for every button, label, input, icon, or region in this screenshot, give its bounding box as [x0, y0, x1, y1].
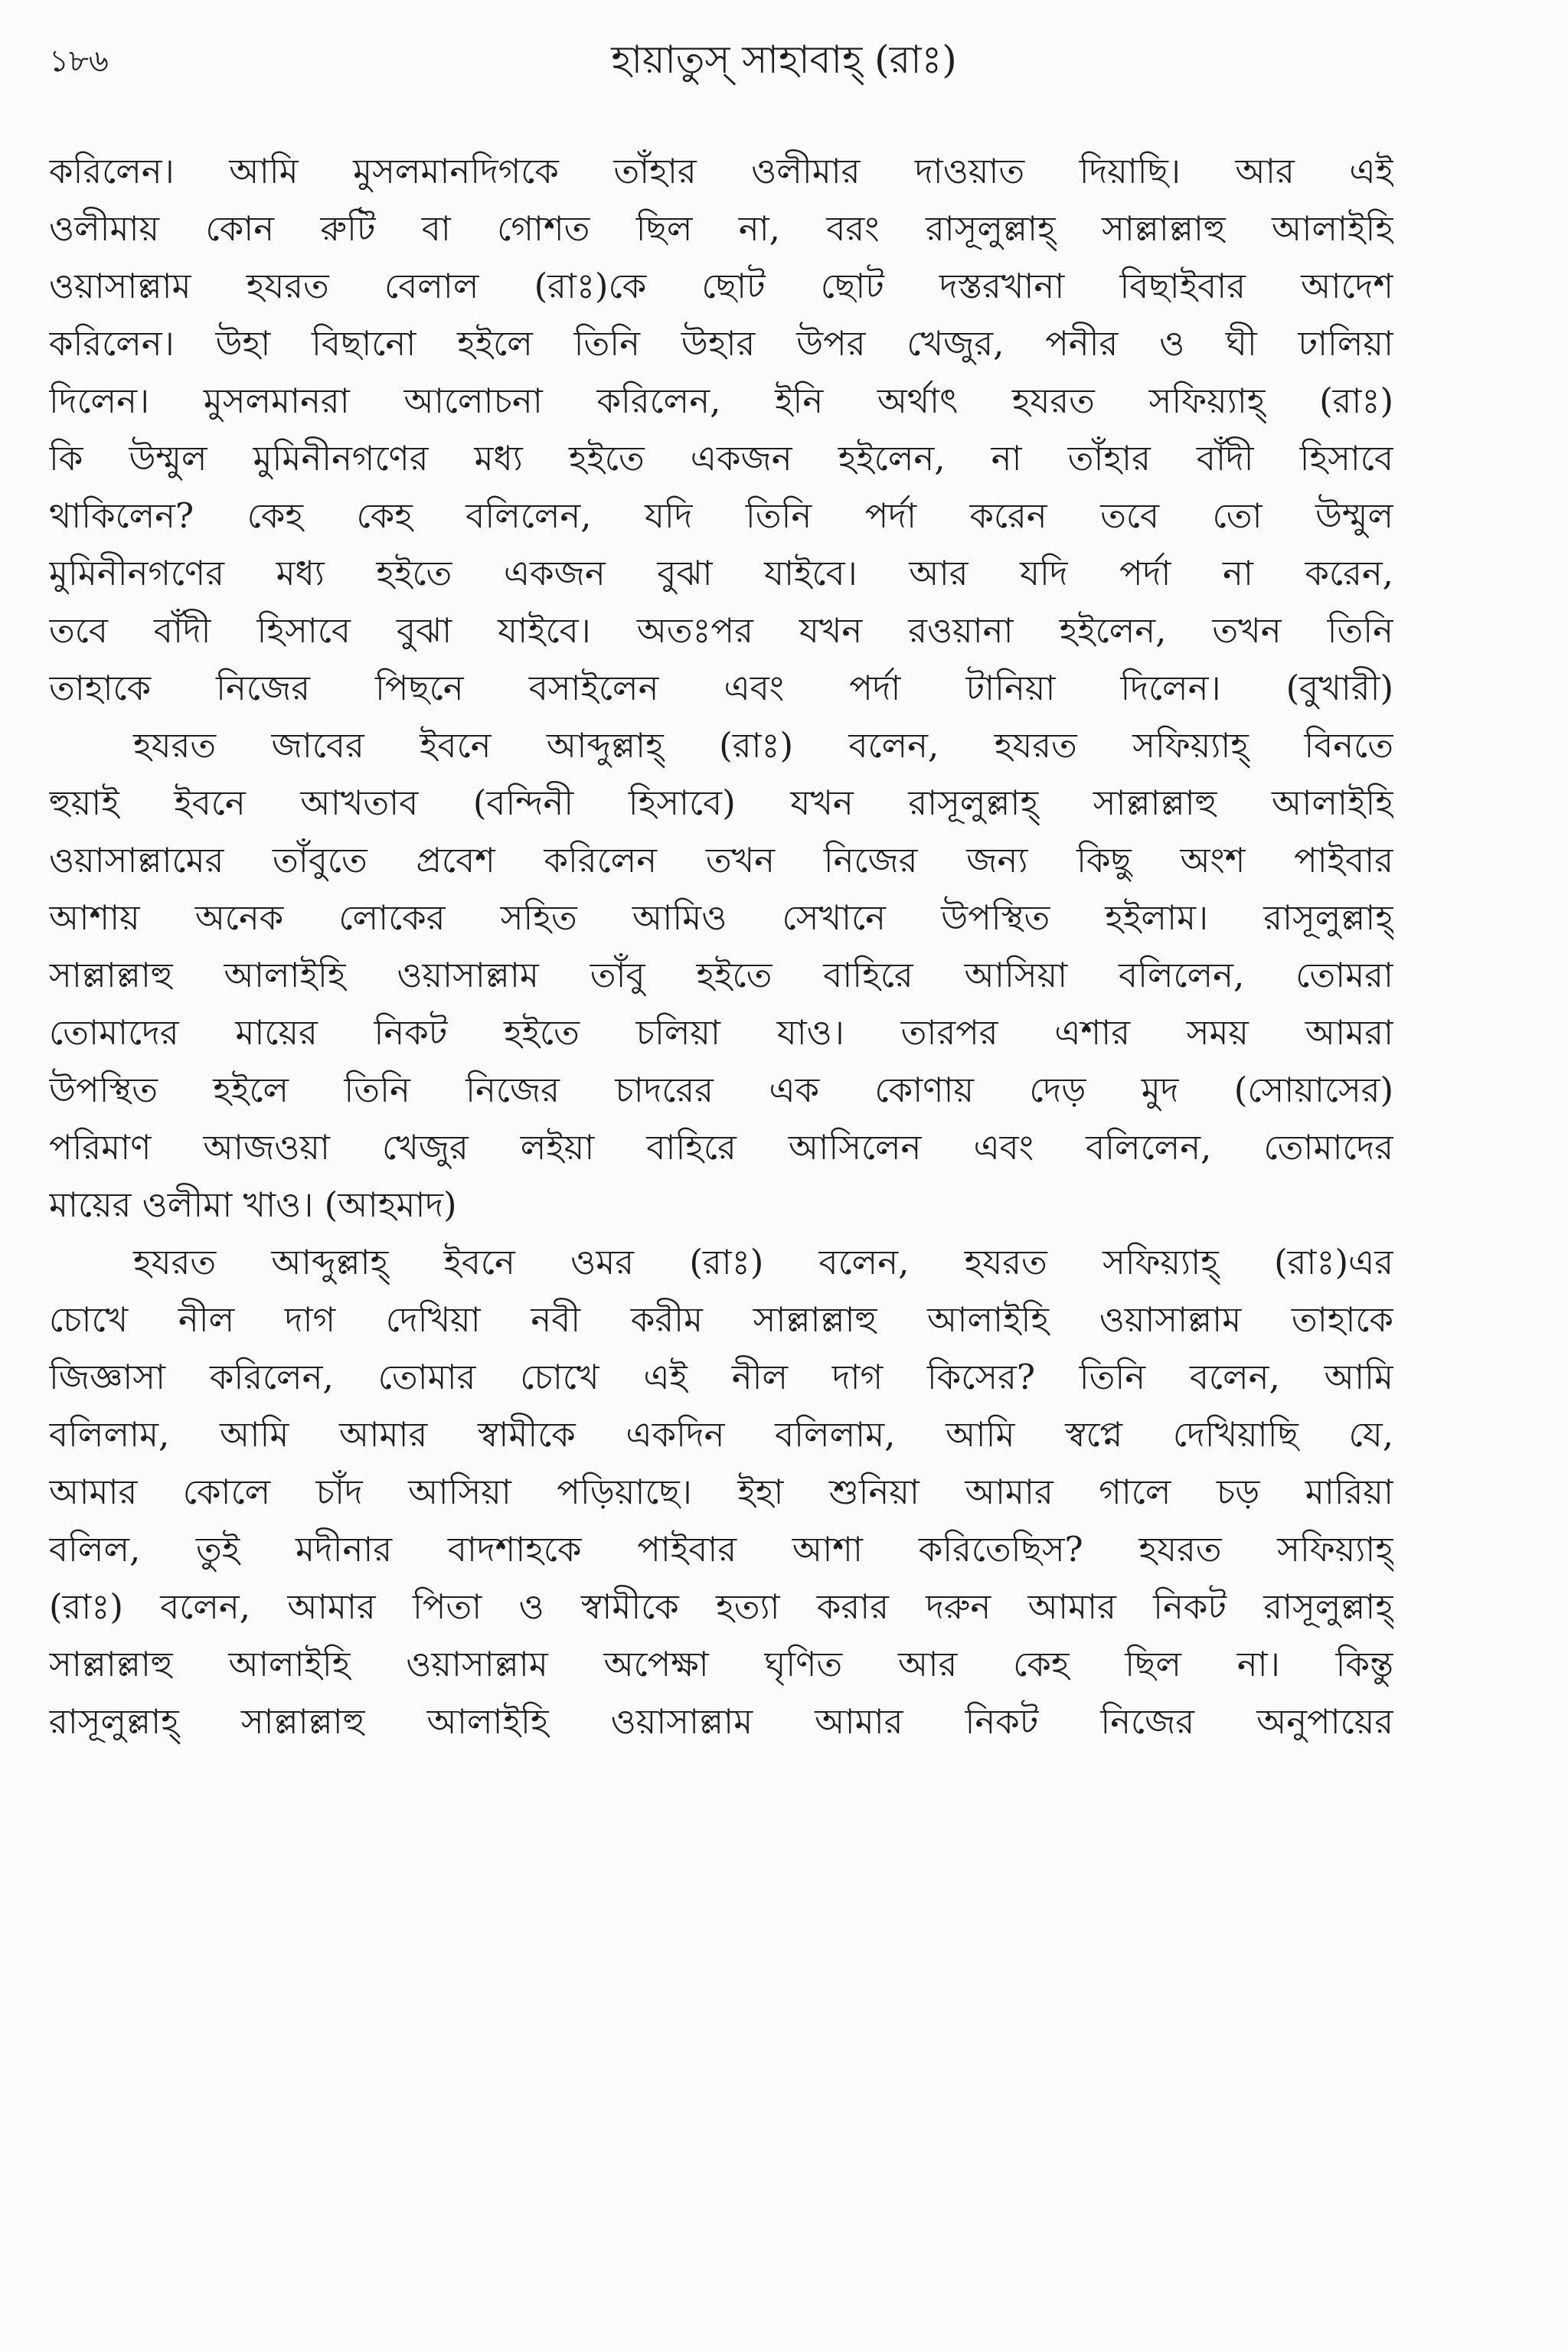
- text-line: রাসূলুল্লাহ্ সাল্লাল্লাহু আলাইহি ওয়াসাল্লাম আমার নিকট নিজের অনুপায়ের: [49, 1701, 1393, 1742]
- text-line: সাল্লাল্লাহু আলাইহি ওয়াসাল্লাম তাঁবু হইতে বাহিরে আসিয়া বলিলেন, তোমরা: [49, 955, 1393, 995]
- text-line: পরিমাণ আজওয়া খেজুর লইয়া বাহিরে আসিলেন এবং বলিলেন, তোমাদের: [49, 1127, 1393, 1168]
- text-line: হযরত জাবের ইবনে আব্দুল্লাহ্ (রাঃ) বলেন, হযরত সফিয়্যাহ্ বিনতে: [133, 725, 1393, 766]
- text-line: করিলেন। আমি মুসলমানদিগকে তাঁহার ওলীমার দাওয়াত দিয়াছি। আর এই: [49, 151, 1393, 191]
- text-line: আশায় অনেক লোকের সহিত আমিও সেখানে উপস্থিত হইলাম। রাসূলুল্লাহ্: [49, 897, 1393, 938]
- text-line: তাহাকে নিজের পিছনে বসাইলেন এবং পর্দা টানিয়া দিলেন। (বুখারী): [49, 668, 1393, 708]
- text-line: করিলেন। উহা বিছানো হইলে তিনি উহার উপর খেজুর, পনীর ও ঘী ঢালিয়া: [49, 323, 1393, 364]
- text-line: বলিলাম, আমি আমার স্বামীকে একদিন বলিলাম, আমি স্বপ্নে দেখিয়াছি যে,: [49, 1414, 1393, 1455]
- text-line: উপস্থিত হইলে তিনি নিজের চাদরের এক কোণায় দেড় মুদ (সোয়াসের): [49, 1070, 1393, 1110]
- text-line: ওলীমায় কোন রুটি বা গোশত ছিল না, বরং রাসূলুল্লাহ্ সাল্লাল্লাহু আলাইহি: [49, 208, 1393, 249]
- text-line: মুমিনীনগণের মধ্য হইতে একজন বুঝা যাইবে। আর যদি পর্দা না করেন,: [49, 553, 1393, 593]
- body-text: [49, 142, 1393, 1750]
- text-line: আমার কোলে চাঁদ আসিয়া পড়িয়াছে। ইহা শুনিয়া আমার গালে চড় মারিয়া: [49, 1472, 1393, 1512]
- text-line: ওয়াসাল্লামের তাঁবুতে প্রবেশ করিলেন তখন নিজের জন্য কিছু অংশ পাইবার: [49, 840, 1393, 880]
- text-line: (রাঃ) বলেন, আমার পিতা ও স্বামীকে হত্যা করার দরুন আমার নিকট রাসূলুল্লাহ্: [49, 1586, 1393, 1627]
- text-line: কি উম্মুল মুমিনীনগণের মধ্য হইতে একজন হইলেন, না তাঁহার বাঁদী হিসাবে: [49, 438, 1393, 479]
- running-title: হায়াতুস্ সাহাবাহ্ (রাঃ): [611, 38, 957, 82]
- page-number: ১৮৬: [49, 44, 109, 79]
- text-line: বলিল, তুই মদীনার বাদশাহকে পাইবার আশা করিতেছিস? হযরত সফিয়্যাহ্: [49, 1529, 1393, 1570]
- text-line: দিলেন। মুসলমানরা আলোচনা করিলেন, ইনি অর্থাৎ হযরত সফিয়্যাহ্ (রাঃ): [49, 381, 1393, 421]
- text-line: তবে বাঁদী হিসাবে বুঝা যাইবে। অতঃপর যখন রওয়ানা হইলেন, তখন তিনি: [49, 610, 1393, 651]
- text-line: জিজ্ঞাসা করিলেন, তোমার চোখে এই নীল দাগ কিসের? তিনি বলেন, আমি: [49, 1357, 1393, 1397]
- text-line: সাল্লাল্লাহু আলাইহি ওয়াসাল্লাম অপেক্ষা ঘৃণিত আর কেহ ছিল না। কিন্তু: [49, 1644, 1393, 1684]
- text-line: চোখে নীল দাগ দেখিয়া নবী করীম সাল্লাল্লাহু আলাইহি ওয়াসাল্লাম তাহাকে: [49, 1299, 1393, 1340]
- text-line: মায়ের ওলীমা খাও। (আহমাদ): [49, 1184, 457, 1225]
- text-line: হুয়াই ইবনে আখতাব (বন্দিনী হিসাবে) যখন রাসূলুল্লাহ্ সাল্লাল্লাহু আলাইহি: [49, 782, 1393, 823]
- text-line: থাকিলেন? কেহ কেহ বলিলেন, যদি তিনি পর্দা করেন তবে তো উম্মুল: [49, 495, 1393, 536]
- text-line: হযরত আব্দুল্লাহ্ ইবনে ওমর (রাঃ) বলেন, হযরত সফিয়্যাহ্ (রাঃ)এর: [133, 1242, 1393, 1282]
- text-line: তোমাদের মায়ের নিকট হইতে চলিয়া যাও। তারপর এশার সময় আমরা: [49, 1012, 1393, 1053]
- text-line: ওয়াসাল্লাম হযরত বেলাল (রাঃ)কে ছোট ছোট দস্তরখানা বিছাইবার আদেশ: [49, 266, 1393, 306]
